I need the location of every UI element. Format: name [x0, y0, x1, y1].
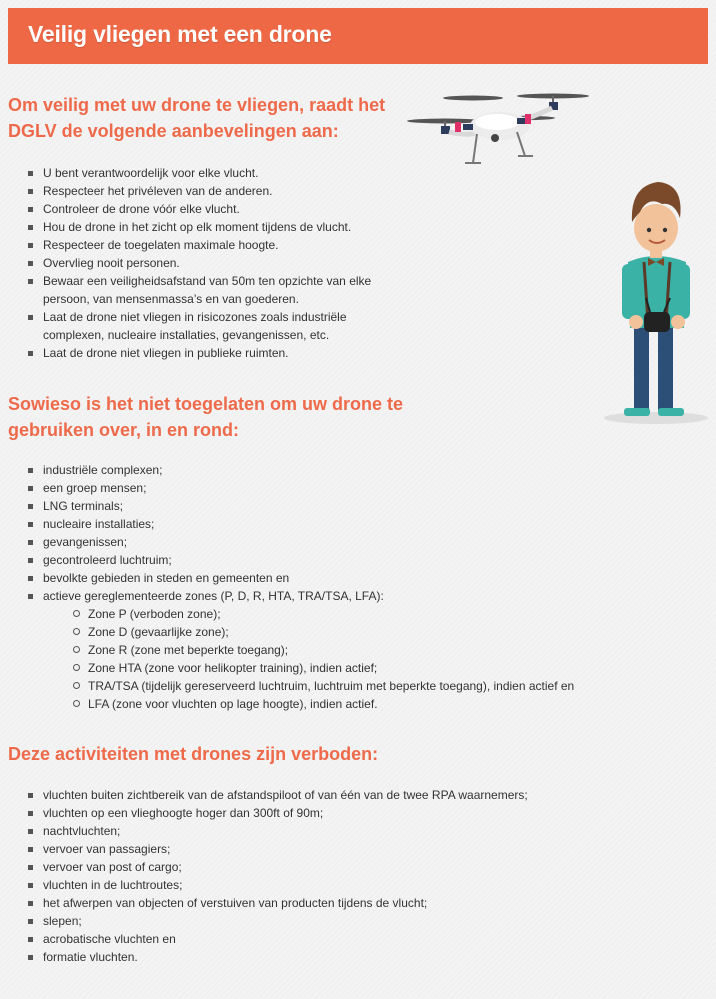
list-item: vluchten in de luchtroutes;	[25, 876, 528, 894]
list-item: Controleer de drone vóór elke vlucht.	[25, 200, 371, 218]
list-item	[25, 308, 371, 344]
title-banner	[8, 8, 708, 64]
zones-sublist	[43, 605, 574, 713]
sublist-item: LFA (zone voor vluchten op lage hoogte), indien actief.	[43, 695, 574, 713]
list-item: Respecteer de toegelaten maximale hoogte.	[25, 236, 371, 254]
list-item: een groep mensen;	[25, 479, 574, 497]
list-item: LNG terminals;	[25, 497, 574, 515]
list-item	[25, 272, 371, 308]
forbidden-activities-list	[25, 786, 528, 966]
list-item: nucleaire installaties;	[25, 515, 574, 533]
list-item: vluchten op een vlieghoogte hoger dan 300ft of 90m;	[25, 804, 528, 822]
page-title: Veilig vliegen met een drone	[28, 21, 332, 47]
list-item: vluchten buiten zichtbereik van de afstandspiloot of van één van de twee RPA waarnemers;	[25, 786, 528, 804]
list-item: vervoer van post of cargo;	[25, 858, 528, 876]
list-item: Overvlieg nooit personen.	[25, 254, 371, 272]
list-item-line: Bewaar een veiligheidsafstand van 50m ten opzichte van elke	[43, 274, 372, 288]
heading-line: Sowieso is het niet toegelaten om uw drone te	[8, 394, 404, 414]
list-item: Hou de drone in het zicht op elk moment tijdens de vlucht.	[25, 218, 371, 236]
recommendations-list	[25, 164, 371, 362]
sublist-item: Zone D (gevaarlijke zone);	[43, 623, 574, 641]
sublist-item: Zone HTA (zone voor helikopter training), indien actief;	[43, 659, 574, 677]
list-item: slepen;	[25, 912, 528, 930]
section-heading-prohibited-areas	[8, 391, 403, 443]
list-item	[25, 587, 574, 713]
list-item-line: Laat de drone niet vliegen in risicozones zoals industriële	[43, 310, 347, 324]
section-heading-recommendations	[8, 92, 385, 144]
drone-illustration	[405, 88, 595, 178]
list-item-label: actieve gereglementeerde zones (P, D, R, HTA, TRA/TSA, LFA):	[43, 589, 384, 603]
heading-line: gebruiken over, in en rond:	[8, 420, 240, 440]
list-item-line: persoon, van mensenmassa’s en van goederen.	[43, 292, 299, 306]
heading-line: Deze activiteiten met drones zijn verboden:	[8, 744, 379, 764]
sublist-item: Zone R (zone met beperkte toegang);	[43, 641, 574, 659]
list-item: gevangenissen;	[25, 533, 574, 551]
list-item: Respecteer het privéleven van de anderen.	[25, 182, 371, 200]
pilot-illustration	[600, 172, 712, 427]
list-item: het afwerpen van objecten of verstuiven van producten tijdens de vlucht;	[25, 894, 528, 912]
section-heading-forbidden-activities	[8, 741, 378, 767]
list-item: formatie vluchten.	[25, 948, 528, 966]
list-item: acrobatische vluchten en	[25, 930, 528, 948]
list-item-line: complexen, nucleaire installaties, gevangenissen, etc.	[43, 328, 330, 342]
prohibited-areas-list	[25, 461, 574, 713]
sublist-item: TRA/TSA (tijdelijk gereserveerd luchtruim, luchtruim met beperkte toegang), indien actief en	[43, 677, 574, 695]
heading-line: DGLV de volgende aanbevelingen aan:	[8, 121, 339, 141]
sublist-item: Zone P (verboden zone);	[43, 605, 574, 623]
list-item: nachtvluchten;	[25, 822, 528, 840]
list-item: U bent verantwoordelijk voor elke vlucht.	[25, 164, 371, 182]
list-item: bevolkte gebieden in steden en gemeenten en	[25, 569, 574, 587]
list-item: Laat de drone niet vliegen in publieke ruimten.	[25, 344, 371, 362]
list-item: industriële complexen;	[25, 461, 574, 479]
heading-line: Om veilig met uw drone te vliegen, raadt het	[8, 95, 386, 115]
list-item: vervoer van passagiers;	[25, 840, 528, 858]
list-item: gecontroleerd luchtruim;	[25, 551, 574, 569]
